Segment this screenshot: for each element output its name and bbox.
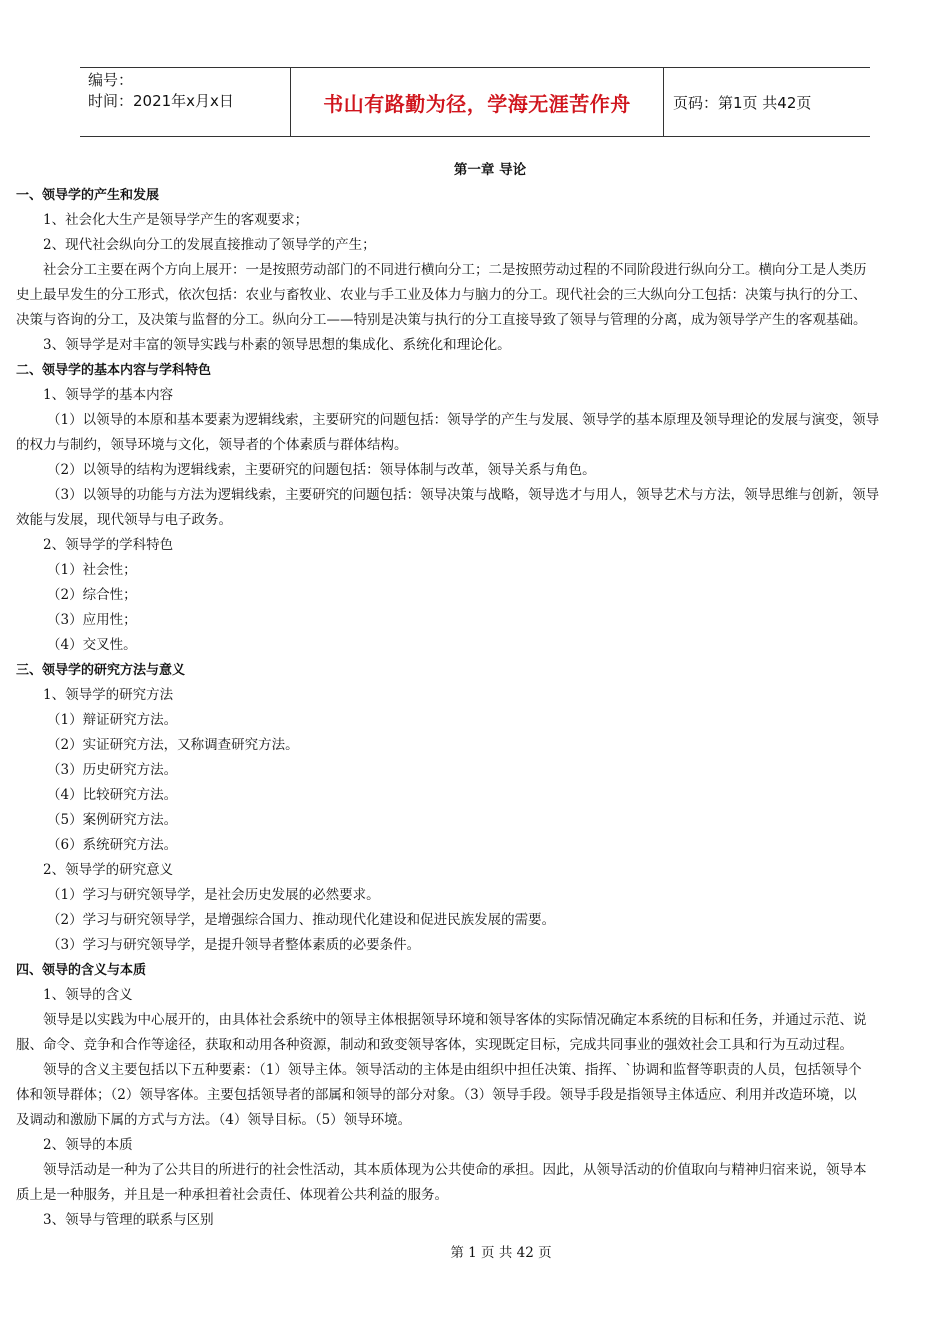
body-line: （2）以领导的结构为逻辑线索，主要研究的问题包括：领导体制与改革，领导关系与角色。 [47, 462, 596, 478]
body-line: （1）辩证研究方法。 [47, 712, 178, 728]
body-line: 社会分工主要在两个方向上展开：一是按照劳动部门的不同进行横向分工；二是按照劳动过程的不同阶段进行纵向分工。横向分工是人类历 [43, 262, 867, 278]
body-line: 2、领导学的学科特色 [43, 537, 174, 553]
page-label: 页码：第1页 共42页 [673, 93, 812, 112]
number-label: 编号： [88, 71, 134, 89]
motto: 书山有路勤为径，学海无涯苦作舟 [323, 91, 631, 116]
body-line: （1）学习与研究领导学，是社会历史发展的必然要求。 [47, 887, 380, 903]
body-line: 体和领导群体；（2）领导客体。主要包括领导者的部属和领导的部分对象。（3）领导手段。领导手段是指领导主体适应、利用并改造环境，以 [16, 1087, 857, 1103]
body-line: （6）系统研究方法。 [47, 837, 178, 853]
body-line: 3、领导与管理的联系与区别 [43, 1212, 214, 1228]
document-body [16, 158, 934, 1233]
body-line: 2、现代社会纵向分工的发展直接推动了领导学的产生； [43, 237, 376, 253]
header-motto-cell [290, 68, 664, 136]
body-line: 史上最早发生的分工形式，依次包括：农业与畜牧业、农业与手工业及体力与脑力的分工。现代社会的三大纵向分工包括：决策与执行的分工、 [16, 287, 867, 303]
body-line: 领导的含义主要包括以下五种要素：（1）领导主体。领导活动的主体是由组织中担任决策、指挥、`协调和监督等职责的人员，包括领导个 [43, 1062, 862, 1078]
body-lines [16, 183, 934, 1233]
body-line: （5）案例研究方法。 [47, 812, 178, 828]
section-heading: 二、领导学的基本内容与学科特色 [16, 363, 212, 378]
body-line: （2）综合性； [47, 587, 137, 603]
body-line: 1、领导学的研究方法 [43, 687, 174, 703]
body-line: （2）学习与研究领导学，是增强综合国力、推动现代化建设和促进民族发展的需要。 [47, 912, 556, 928]
header-meta [80, 68, 290, 136]
body-line: 效能与发展，现代领导与电子政务。 [16, 512, 232, 528]
section-heading: 一、领导学的产生和发展 [16, 188, 160, 203]
header-page-cell [664, 68, 870, 136]
body-line: 2、领导学的研究意义 [43, 862, 174, 878]
body-line: （3）以领导的功能与方法为逻辑线索，主要研究的问题包括：领导决策与战略，领导选才与用人，领导艺术与方法，领导思维与创新，领导 [47, 487, 880, 503]
chapter-title: 第一章 导论 [453, 162, 527, 178]
body-line: （2）实证研究方法，又称调查研究方法。 [47, 737, 299, 753]
body-line: 1、领导学的基本内容 [43, 387, 174, 403]
body-line: （1）社会性； [47, 562, 137, 578]
body-line: 质上是一种服务，并且是一种承担着社会责任、体现着公共利益的服务。 [16, 1187, 448, 1203]
section-heading: 三、领导学的研究方法与意义 [16, 663, 186, 678]
body-line: 领导是以实践为中心展开的，由具体社会系统中的领导主体根据领导环境和领导客体的实际情况确定本系统的目标和任务，并通过示范、说 [43, 1012, 867, 1028]
body-line: 及调动和激励下属的方式与方法。（4）领导目标。（5）领导环境。 [16, 1112, 412, 1128]
body-line: 服、命令、竞争和合作等途径，获取和动用各种资源，制动和致变领导客体，实现既定目标，完成共同事业的强效社会工具和行为互动过程。 [16, 1037, 853, 1053]
body-line: 3、领导学是对丰富的领导实践与朴素的领导思想的集成化、系统化和理论化。 [43, 337, 511, 353]
page-header [80, 67, 870, 137]
body-line: 1、领导的含义 [43, 987, 133, 1003]
body-line: （1）以领导的本原和基本要素为逻辑线索，主要研究的问题包括：领导学的产生与发展、领导学的基本原理及领导理论的发展与演变，领导 [47, 412, 880, 428]
body-line: （4）交叉性。 [47, 637, 137, 653]
body-line: （3）应用性； [47, 612, 137, 628]
section-heading: 四、领导的含义与本质 [16, 963, 147, 978]
body-line: （3）学习与研究领导学，是提升领导者整体素质的必要条件。 [47, 937, 421, 953]
page-footer: 第 1 页 共 42 页 [450, 1245, 552, 1261]
body-line: （4）比较研究方法。 [47, 787, 178, 803]
body-line: 领导活动是一种为了公共目的所进行的社会性活动，其本质体现为公共使命的承担。因此，从领导活动的价值取向与精神归宿来说，领导本 [43, 1162, 867, 1178]
body-line: 2、领导的本质 [43, 1137, 133, 1153]
body-line: 决策与咨询的分工，及决策与监督的分工。纵向分工——特别是决策与执行的分工直接导致了领导与管理的分离，成为领导学产生的客观基础。 [16, 312, 867, 328]
body-line: （3）历史研究方法。 [47, 762, 178, 778]
time-label: 时间：2021年x月x日 [88, 92, 234, 110]
body-line: 1、社会化大生产是领导学产生的客观要求； [43, 212, 309, 228]
body-line: 的权力与制约，领导环境与文化，领导者的个体素质与群体结构。 [16, 437, 408, 453]
